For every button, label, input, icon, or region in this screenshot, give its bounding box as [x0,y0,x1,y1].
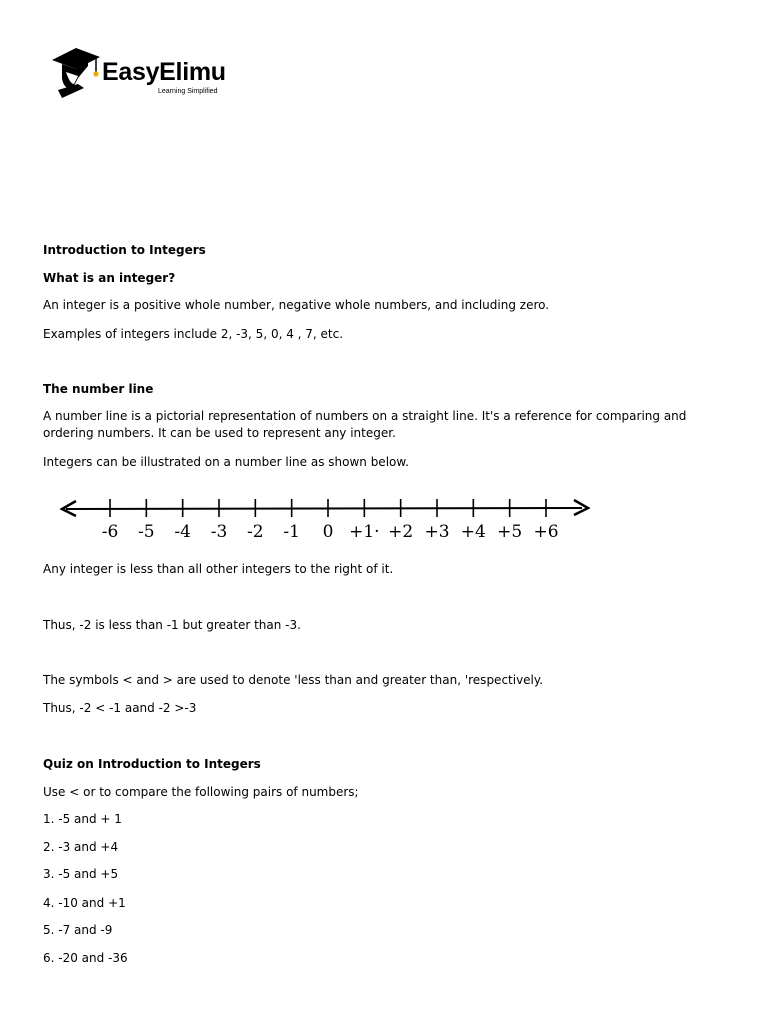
number-line-label: +2 [388,522,414,542]
number-line-label: -4 [174,522,191,542]
quiz-instruction: Use < or to compare the following pairs of numbers; [43,785,359,799]
example-text-2: Thus, -2 < -1 aand -2 >-3 [43,701,197,715]
number-line-figure [58,492,598,548]
quiz-item: 2. -3 and +4 [43,840,119,854]
number-line-label: -1 [283,522,300,542]
number-line-label: -3 [210,522,228,542]
numberline-heading: The number line [43,382,154,396]
number-line-label: 0 [322,522,334,542]
symbols-text: The symbols < and > are used to denote 'less than and greater than, 'respectively. [43,673,544,687]
numberline-description: A number line is a pictorial representation of numbers on a straight line. It's a reference for comparing and ordering numbers. It can be used to represent any integer. [43,409,687,440]
graduation-cap-icon [50,44,102,100]
number-line-axis [66,508,582,509]
quiz-item: 4. -10 and +1 [43,896,126,910]
question-heading: What is an integer? [43,271,176,285]
number-line-label: +3 [424,522,450,542]
numberline-intro: Integers can be illustrated on a number line as shown below. [43,455,409,469]
number-line-label: -6 [101,522,119,542]
quiz-item: 6. -20 and -36 [43,951,128,965]
quiz-item: 1. -5 and + 1 [43,812,122,826]
rule-text: Any integer is less than all other integers to the right of it. [43,562,394,576]
quiz-item: 5. -7 and -9 [43,923,113,937]
page-heading: Introduction to Integers [43,243,206,257]
example-text-1: Thus, -2 is less than -1 but greater than -3. [43,618,301,632]
logo [50,44,250,100]
definition-text: An integer is a positive whole number, negative whole numbers, and including zero. [43,298,550,312]
brand-tagline: Learning Simplified [158,88,218,95]
brand-name: EasyElimu [102,58,226,86]
examples-text: Examples of integers include 2, -3, 5, 0, 4 , 7, etc. [43,327,344,341]
quiz-title: Quiz on Introduction to Integers [43,757,261,771]
number-line-label: +5 [497,522,523,542]
number-line-label: -5 [138,522,155,542]
number-line-label: +1· [349,522,380,542]
number-line-label: -2 [247,522,264,542]
quiz-item: 3. -5 and +5 [43,867,119,881]
number-line-label: +4 [460,522,486,542]
number-line-label: +6 [533,522,559,542]
